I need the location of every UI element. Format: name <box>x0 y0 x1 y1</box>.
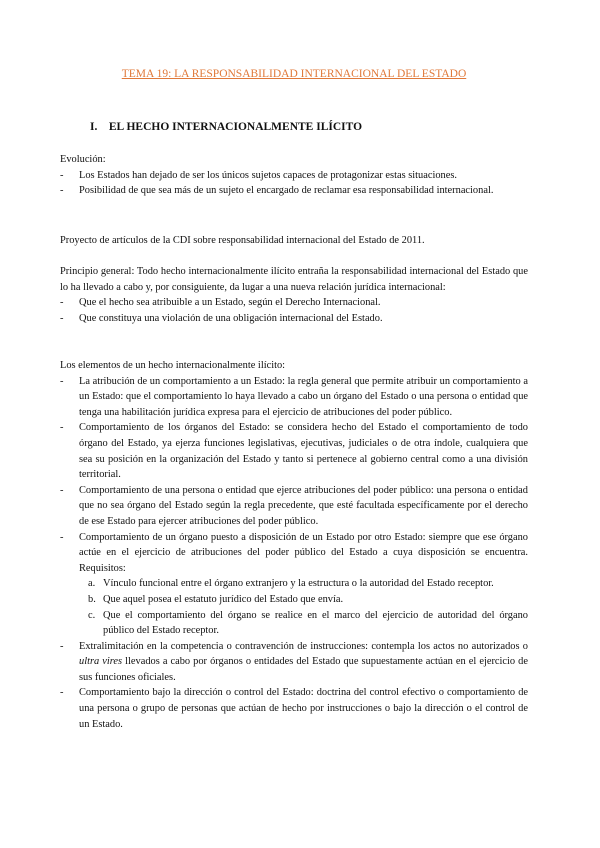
list-item: - La atribución de un comportamiento a un Estado: la regla general que permite atribuir un comportamiento a un Estado: que el comportamiento lo haya llevado a cabo un órgano del Estado o una persona o entidad que tenga una habilitación jurídica expresa para el ejercicio de atribuciones del poder público. <box>60 374 528 421</box>
section-heading <box>90 121 362 133</box>
list-item <box>60 530 528 639</box>
requisito-item <box>79 576 528 592</box>
list-item: - Que constituya una violación de una obligación internacional del Estado. <box>60 311 528 327</box>
list-item <box>60 639 528 686</box>
proyecto-paragraph: Proyecto de artículos de la CDI sobre responsabilidad internacional del Estado de 2011. <box>60 235 425 246</box>
requisito-text: Vínculo funcional entre el órgano extranjero y la estructura o la autoridad del Estado receptor. <box>103 578 494 590</box>
list-item: - Posibilidad de que sea más de un sujeto el encargado de reclamar esa responsabilidad internacional. <box>60 183 528 199</box>
ultra-vires-term: ultra vires <box>79 656 123 668</box>
elementos-list <box>60 374 528 733</box>
requisito-text: Que aquel posea el estatuto jurídico del Estado que envía. <box>103 593 344 605</box>
requisito-marker: c. <box>88 609 96 621</box>
evolucion-block <box>60 152 528 199</box>
document-title: TEMA 19: LA RESPONSABILIDAD INTERNACIONAL DEL ESTADO <box>121 68 467 80</box>
section-title: EL HECHO INTERNACIONALMENTE ILÍCITO <box>108 121 363 133</box>
evolucion-heading: Evolución: <box>60 154 106 165</box>
principio-block <box>60 264 528 326</box>
section-number: I. <box>90 121 98 133</box>
requisito-item <box>79 592 528 608</box>
list-item: - Comportamiento de una persona o entidad que ejerce atribuciones del poder público: una persona o entidad que no sea órgano del Estado según la regla precedente, que esté facultada específicamente por el derecho de ese Estado para ejercer atribuciones del poder público. <box>60 483 528 530</box>
principio-list <box>60 295 528 326</box>
list-item: - Comportamiento de los órganos del Estado: se considera hecho del Estado el comportamiento de todo órgano del Estado, ya ejerza funciones legislativas, ejecutivas, judiciales o de otra índole, cualquiera que sea su posición en la organización del Estado y tanto si pertenece al gobierno central como a una división territorial. <box>60 420 528 482</box>
list-item: - Que el hecho sea atribuible a un Estado, según el Derecho Internacional. <box>60 295 528 311</box>
principio-text: Principio general: Todo hecho internacionalmente ilícito entraña la responsabilidad internacional del Estado que lo ha llevado a cabo y, por consiguiente, da lugar a una nueva relación jurídica internacional: <box>60 266 528 293</box>
extralimitacion-after: llevados a cabo por órganos o entidades del Estado que supuestamente actúan en el ejercicio de sus funciones oficiales. <box>79 656 528 683</box>
list-item: - Los Estados han dejado de ser los únicos sujetos capaces de protagonizar estas situaciones. <box>60 168 528 184</box>
elementos-block <box>60 358 528 732</box>
extralimitacion-before: Extralimitación en la competencia o contravención de instrucciones: contempla los actos no autorizados o <box>79 640 528 652</box>
elementos-heading: Los elementos de un hecho internacionalmente ilícito: <box>60 360 286 371</box>
requisito-item <box>79 608 528 639</box>
requisito-text: Que el comportamiento del órgano se realice en el marco del ejercicio de autoridad del órgano público del Estado receptor. <box>103 609 528 637</box>
requisitos-list <box>79 576 528 638</box>
list-item: - Comportamiento bajo la dirección o control del Estado: doctrina del control efectivo o comportamiento de una persona o grupo de personas que actúan de hecho por instrucciones o bajo la dirección o el control de un Estado. <box>60 685 528 732</box>
requisito-marker: a. <box>88 578 96 590</box>
organo-disposicion-text: Comportamiento de un órgano puesto a disposición de un Estado por otro Estado: siempre que ese órgano actúe en el ejercicio de atribuciones del poder público del Estado a cuya disposición se encuentra. Requisitos: <box>79 531 528 574</box>
requisito-marker: b. <box>88 593 96 605</box>
evolucion-list <box>60 168 528 199</box>
